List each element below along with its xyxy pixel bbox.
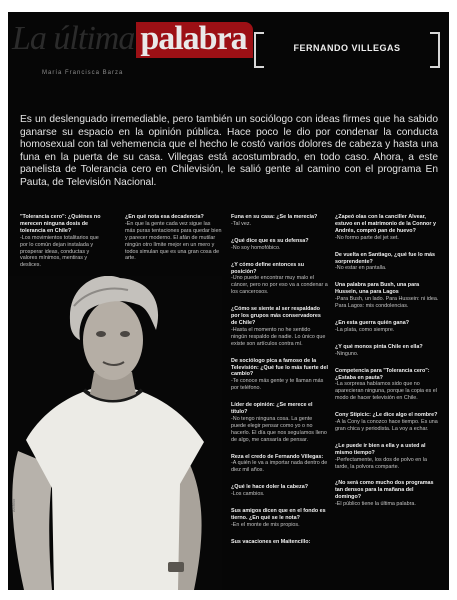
question: ¿Qué le hace doler la cabeza? bbox=[231, 484, 308, 491]
qa-item bbox=[335, 412, 439, 433]
qa-item bbox=[20, 214, 104, 269]
column-2 bbox=[125, 214, 222, 272]
answer: -Tal vez. bbox=[231, 220, 252, 227]
answer: -En que la gente cada vez sigue las más puras tentaciones para quedar bien y parecer moderno. El afán de mutilar ningún otro límite mejor en un mero y todos simulan que es una gran cosa de arte. bbox=[125, 220, 222, 262]
answer: -Los cambios. bbox=[231, 491, 265, 498]
answer: -El público tiene la última palabra. bbox=[335, 501, 416, 508]
qa-item bbox=[335, 480, 439, 508]
qa-item bbox=[335, 443, 439, 471]
bracket-right bbox=[430, 32, 440, 68]
answer: -No estar en pantalla. bbox=[335, 265, 387, 272]
qa-item bbox=[231, 402, 328, 443]
qa-item bbox=[335, 344, 439, 358]
qa-item bbox=[231, 454, 328, 475]
qa-item bbox=[335, 368, 439, 403]
question: ¿Zapeó olas con la canciller Alvear, estuvo en el matrimonio de la Connor y Andrés, compró pan de huevo? bbox=[335, 214, 436, 234]
answer: -A quién le va a importar nada dentro de diez mil años. bbox=[231, 460, 328, 474]
answer: -Los movimientos totalitarios que por lo común dejan instalada y prosperar ideas, conductas y valores mínimos, mentiras y deslices. bbox=[20, 234, 99, 269]
question: Sus vacaciones en Maitencillo: bbox=[231, 538, 311, 545]
photo-credit: Archivo bbox=[11, 498, 16, 512]
intro-paragraph: Es un deslenguado irremediable, pero también un sociólogo con ideas firmes que ha sabido ganarse su espacio en la opinión pública. Hace poco le dio por condenar la conducta homosexual con tal vehemencia que el hecho le costó varios dolores de cabeza y hasta una funa en la puerta de su casa. Villegas está acostumbrado, en todo caso. Ahora, a este panelista de Tolerancia cero en Chilevisión, le salió gente al camino con el programa En Pauta, de Televisión Nacional. bbox=[20, 114, 438, 188]
answer: -A la Cony la conozco hace tiempo. Es una gran chica y periodista. La voy a echar. bbox=[335, 419, 438, 432]
question: De vuelta en Santiago, ¿qué fue lo más sorprendente? bbox=[335, 251, 436, 265]
answer: -Perfectamente, los dos de polvo en la tarde, la polvora comparte. bbox=[335, 456, 427, 470]
question: Cony Stipicic: ¿Le dice algo el nombre? bbox=[335, 412, 438, 419]
answer: -Ninguno. bbox=[335, 350, 359, 357]
qa-item bbox=[335, 320, 439, 334]
qa-item bbox=[335, 282, 439, 310]
answer: -La plata, como siempre. bbox=[335, 326, 395, 333]
qa-item bbox=[231, 262, 328, 297]
question: ¿Qué dice que es su defensa? bbox=[231, 237, 309, 244]
title-palabra: palabra bbox=[136, 22, 252, 58]
qa-item bbox=[231, 214, 328, 228]
question: ¿En qué nota esa decadencia? bbox=[125, 214, 204, 220]
question: ¿Le puede ir bien a ella y a usted al mismo tiempo? bbox=[335, 442, 426, 456]
qa-item bbox=[231, 358, 328, 393]
section-title bbox=[12, 22, 253, 58]
answer: -Uno puede encontrar muy malo el cáncer, pero no por eso va a condenar a los cancerosos. bbox=[231, 275, 328, 296]
question: ¿Y qué monos pinta Chile en ella? bbox=[335, 343, 423, 350]
question: ¿En esta guerra quién gana? bbox=[335, 319, 409, 326]
column-3 bbox=[231, 214, 328, 556]
answer: -La sorpresa habíamos sido que no aparecieran ninguna, porque la copia es el modo de hacer televisión en Chile. bbox=[335, 381, 437, 402]
portrait-photo bbox=[8, 276, 222, 590]
qa-item bbox=[231, 508, 328, 529]
answer: -Para Bush, un lado. Para Hussein: ni idea. Para Lagos: mis condolencias. bbox=[335, 296, 439, 310]
qa-item bbox=[335, 252, 439, 273]
qa-item bbox=[231, 306, 328, 347]
question: Funa en su casa: ¿Se la merecía? bbox=[231, 214, 318, 220]
question: Sus amigos dicen que en el fondo es tierno. ¿En qué se le nota? bbox=[231, 508, 326, 521]
answer: -No soy homofóbico. bbox=[231, 244, 281, 251]
title-la: La bbox=[12, 20, 54, 57]
byline: María Francisca Barza bbox=[42, 70, 124, 76]
qa-item bbox=[125, 214, 222, 262]
answer: -No formo parte del jet set. bbox=[335, 234, 399, 241]
answer: -No tengo ninguna cosa. La gente puede elegir pensar como yo o no hacerlo. El día que nos seguíamos lleno de algo, me cansaría de pensar. bbox=[231, 415, 327, 443]
qa-item bbox=[231, 238, 328, 252]
question: ¿Cómo se siente al ser respaldado por los grupos más conservadores de Chile? bbox=[231, 306, 321, 326]
qa-item bbox=[231, 484, 328, 498]
question: ¿Y cómo define entonces su posición? bbox=[231, 261, 304, 275]
interviewee-name: FERNANDO VILLEGAS bbox=[293, 43, 401, 53]
bracket-left bbox=[254, 32, 264, 68]
question: "Tolerancia cero": ¿Quiénes no merecen ninguna dosis de tolerancia en Chile? bbox=[20, 214, 101, 234]
question: Líder de opinión: ¿Se merece el título? bbox=[231, 402, 313, 416]
question: Una palabra para Bush, una para Hussein, una para Lagos bbox=[335, 282, 420, 296]
column-1 bbox=[20, 214, 104, 279]
column-4 bbox=[335, 214, 439, 518]
answer: -Te conoce más gente y te llaman más por teléfono. bbox=[231, 378, 324, 392]
title-ultima: última bbox=[53, 20, 135, 57]
question: Competencia para "Tolerancia cero": ¿Estaba en pauta? bbox=[335, 367, 430, 381]
answer: -En el monte de mis propios. bbox=[231, 521, 300, 528]
qa-item bbox=[335, 214, 439, 242]
qa-item bbox=[231, 539, 328, 546]
question: De sociólogo pica a famoso de la Televisión: ¿Qué fue lo más fuerte del cambio? bbox=[231, 357, 328, 378]
answer: -Hasta el momento no he sentido ningún respaldo de nadie. Lo único que existe son artículos contra mí. bbox=[231, 326, 326, 347]
article-panel bbox=[8, 12, 449, 590]
question: Reza el credo de Fernando Villegas: bbox=[231, 453, 324, 460]
question: ¿No será como mucho dos programas tan densos para la mañana del domingo? bbox=[335, 480, 434, 501]
